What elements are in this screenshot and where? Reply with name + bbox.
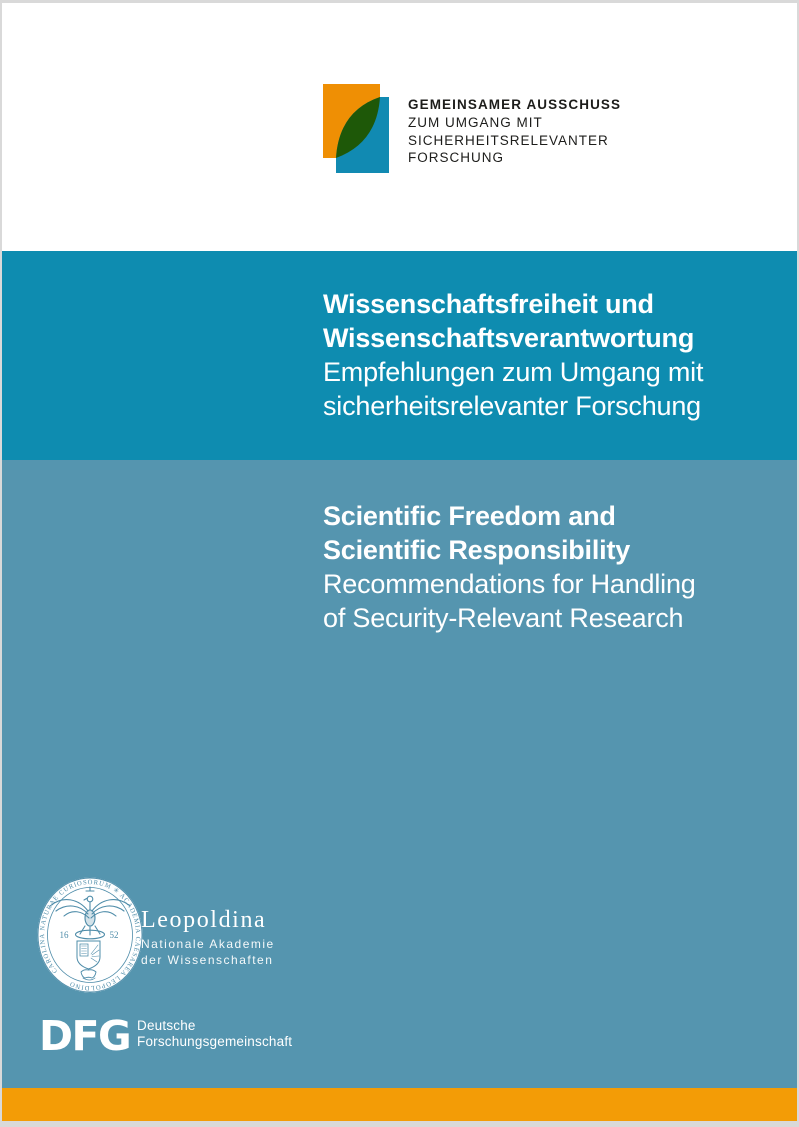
dfg-name-line-2: Forschungsgemeinschaft bbox=[137, 1033, 293, 1049]
title-de-sub-1: Empfehlungen zum Umgang mit bbox=[323, 357, 704, 387]
committee-line-1: GEMEINSAMER AUSSCHUSS bbox=[408, 97, 622, 112]
leopoldina-subtitle-1: Nationale Akademie bbox=[141, 937, 275, 951]
committee-line-2: ZUM UMGANG MIT bbox=[408, 114, 543, 130]
seal-eagle-body bbox=[85, 910, 95, 926]
seal-rim-text: CAROLINA NATURAE CURIOSORUM ✳ ACADEMIA CAESAREA LEOPOLDINO bbox=[39, 879, 142, 992]
footer-accent-bar bbox=[2, 1088, 797, 1121]
title-en-bold-2: Scientific Responsibility bbox=[323, 535, 631, 565]
dfg-name-block bbox=[137, 1018, 292, 1049]
title-de-sub-2: sicherheitsrelevanter Forschung bbox=[323, 391, 701, 421]
leopoldina-subtitle-2: der Wissenschaften bbox=[141, 952, 274, 967]
leopoldina-wordmark: Leopoldina bbox=[141, 907, 267, 933]
title-en-sub-1: Recommendations for Handling bbox=[323, 569, 696, 599]
committee-line-4: FORSCHUNG bbox=[408, 150, 504, 166]
seal-year-left: 16 bbox=[59, 930, 69, 940]
title-en-sub-2: of Security-Relevant Research bbox=[323, 603, 684, 633]
leopoldina-wordmark-block bbox=[141, 906, 275, 968]
committee-line-3: SICHERHEITSRELEVANTER bbox=[408, 132, 609, 148]
dfg-logo: DFG bbox=[39, 1012, 131, 1060]
title-german bbox=[323, 287, 703, 423]
committee-logo-icon bbox=[323, 84, 389, 173]
title-de-bold-1: Wissenschaftsfreiheit und bbox=[323, 289, 654, 319]
cover-page bbox=[2, 3, 797, 1121]
title-en-bold-1: Scientific Freedom and bbox=[323, 501, 616, 531]
committee-name bbox=[408, 96, 621, 167]
header-band bbox=[2, 3, 797, 251]
title-english bbox=[323, 499, 696, 635]
dfg-name-line-1: Deutsche bbox=[137, 1018, 196, 1033]
seal-year-right: 52 bbox=[109, 930, 119, 940]
title-de-bold-2: Wissenschaftsverantwortung bbox=[323, 323, 695, 353]
leopoldina-seal-icon bbox=[37, 877, 143, 993]
